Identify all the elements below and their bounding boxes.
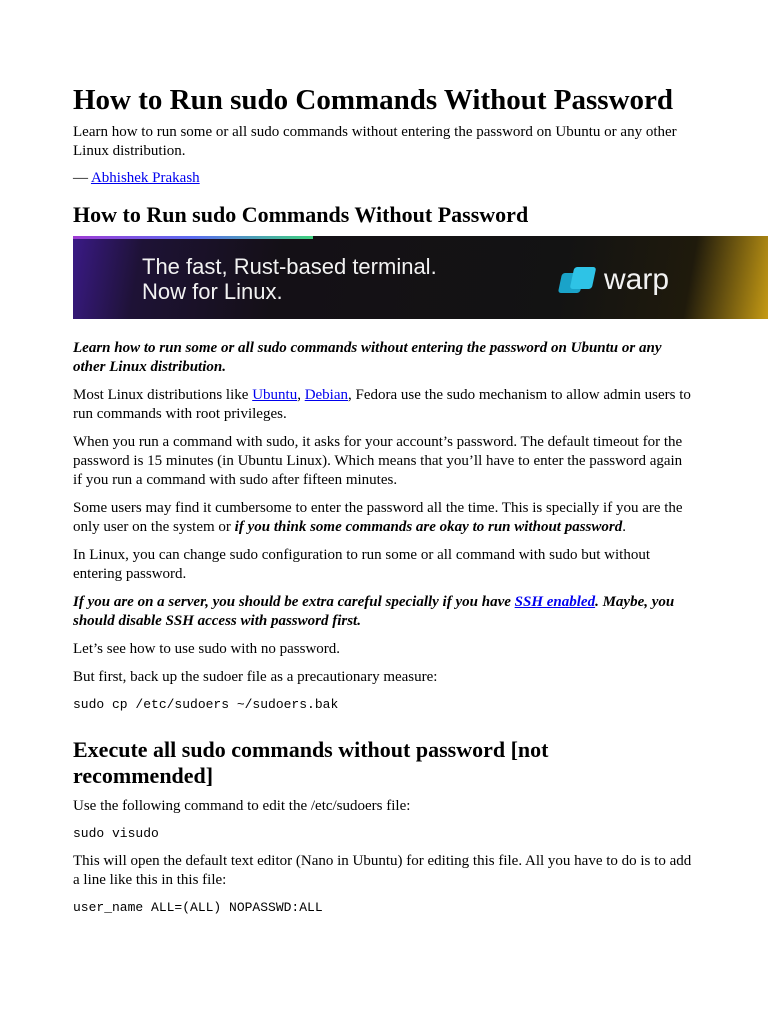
banner-line-1: The fast, Rust-based terminal. xyxy=(142,254,437,279)
code-backup-command: sudo cp /etc/sudoers ~/sudoers.bak xyxy=(73,697,339,712)
paragraph-timeout: When you run a command with sudo, it asks for your account’s password. The default timeout for the password is 15 minutes (in Ubuntu Linux). Which means that you’ll have to enter the password again if you run a command with sudo after fifteen minutes. xyxy=(73,434,683,488)
warp-logo-icon xyxy=(560,267,596,293)
section-heading-intro: How to Run sudo Commands Without Password xyxy=(73,202,529,227)
paragraph-backup: But first, back up the sudoer file as a precautionary measure: xyxy=(73,669,438,685)
paragraph-distributions xyxy=(73,386,693,424)
section-heading-all-commands: Execute all sudo commands without password [not recommended] xyxy=(73,737,549,788)
paragraph-text: . Maybe, you should disable SSH access with password first. xyxy=(73,594,675,629)
paragraph-text: , Fedora use the sudo mechanism to allow admin users to run commands with root privileges. xyxy=(73,387,691,422)
paragraph-config: In Linux, you can change sudo configuration to run some or all command with sudo but without entering password. xyxy=(73,547,650,582)
byline-prefix: — xyxy=(73,170,91,186)
intro-emphasis: Learn how to run some or all sudo commands without entering the password on Ubuntu or any other Linux distribution. xyxy=(73,340,662,375)
paragraph-editor: This will open the default text editor (Nano in Ubuntu) for editing this file. All you have to do is to add a line like this in this file: xyxy=(73,853,692,888)
paragraph-text: If you are on a server, you should be extra careful specially if you have xyxy=(73,594,515,610)
article xyxy=(73,84,693,926)
banner-accent-line xyxy=(73,236,313,239)
paragraph-edit-sudoers: Use the following command to edit the /etc/sudoers file: xyxy=(73,798,411,814)
warp-ad-banner[interactable] xyxy=(73,236,768,319)
debian-link[interactable]: Debian xyxy=(304,387,349,403)
code-visudo-command: sudo visudo xyxy=(73,826,159,841)
paragraph-text: . xyxy=(622,519,626,535)
ssh-enabled-link[interactable]: SSH enabled xyxy=(514,594,596,610)
warp-logo-text: warp xyxy=(604,263,670,296)
paragraph-text: Most Linux distributions like xyxy=(73,387,253,403)
ubuntu-link[interactable]: Ubuntu xyxy=(252,387,298,403)
banner-line-2: Now for Linux. xyxy=(142,279,283,304)
paragraph-lets-see: Let’s see how to use sudo with no password. xyxy=(73,641,341,657)
paragraph-server-warning xyxy=(73,593,693,631)
paragraph-text: , xyxy=(297,387,305,403)
paragraph-text: Some users may find it cumbersome to enter the password all the time. This is specially if you are the only user on the system or xyxy=(73,500,683,535)
emphasis-text: if you think some commands are okay to run without password xyxy=(234,519,623,535)
banner-text xyxy=(142,254,437,304)
page-title: How to Run sudo Commands Without Password xyxy=(73,84,674,116)
warp-logo xyxy=(560,263,669,297)
code-nopasswd-line: user_name ALL=(ALL) NOPASSWD:ALL xyxy=(73,900,323,915)
paragraph-cumbersome xyxy=(73,499,693,537)
author-link[interactable]: Abhishek Prakash xyxy=(90,170,200,186)
article-lede: Learn how to run some or all sudo commands without entering the password on Ubuntu or any other Linux distribution. xyxy=(73,124,677,159)
byline xyxy=(73,169,693,188)
